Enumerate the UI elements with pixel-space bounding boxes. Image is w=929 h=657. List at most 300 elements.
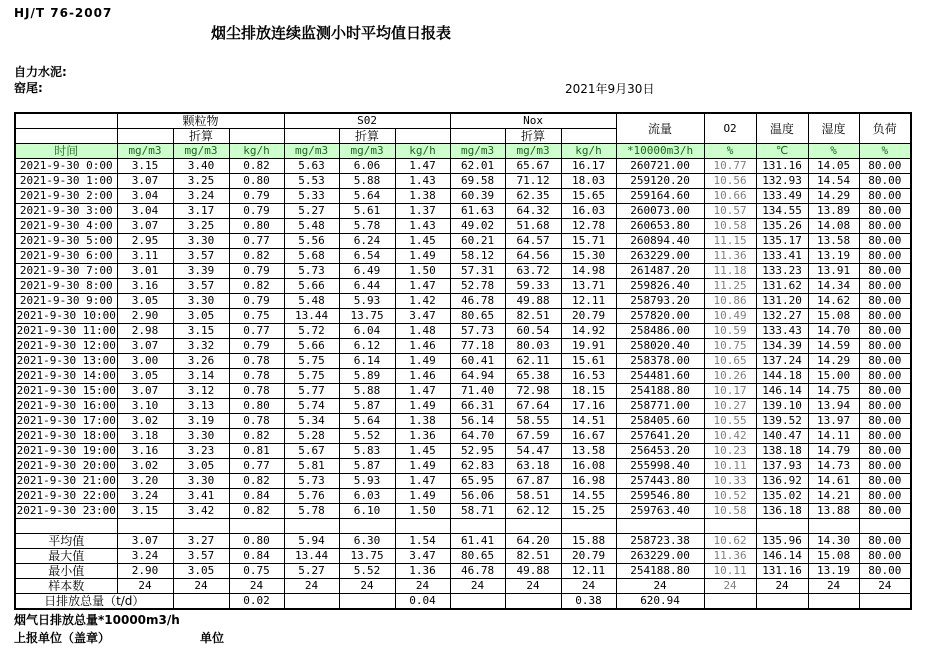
summary-value-cell: 20.79: [561, 549, 616, 564]
value-cell: 259763.40: [616, 504, 704, 519]
value-cell: 49.02: [450, 219, 505, 234]
value-cell: 3.04: [117, 204, 173, 219]
value-cell: 2.95: [117, 234, 173, 249]
summary-value-cell: 80.00: [859, 549, 911, 564]
summary-value-cell: 263229.00: [616, 549, 704, 564]
value-cell: 3.25: [173, 174, 229, 189]
unit-mg-nox: mg/m3: [450, 144, 505, 159]
blank-cell: [395, 129, 450, 144]
value-cell: 2.98: [117, 324, 173, 339]
value-cell: 15.65: [561, 189, 616, 204]
value-cell: 60.39: [450, 189, 505, 204]
value-cell: 5.93: [339, 294, 395, 309]
summary-value-cell: 24: [808, 579, 859, 594]
value-cell: 3.15: [117, 159, 173, 174]
value-cell: 64.56: [505, 249, 561, 264]
value-cell: 131.62: [756, 279, 808, 294]
value-cell: 1.50: [395, 504, 450, 519]
value-cell: 10.56: [704, 174, 756, 189]
summary-value-cell: 80.00: [859, 534, 911, 549]
value-cell: 16.98: [561, 474, 616, 489]
value-cell: 10.65: [704, 354, 756, 369]
value-cell: 5.68: [284, 249, 339, 264]
spacer-cell: [616, 519, 704, 534]
value-cell: 67.59: [505, 429, 561, 444]
value-cell: 3.04: [117, 189, 173, 204]
value-cell: 139.10: [756, 399, 808, 414]
value-cell: 3.18: [117, 429, 173, 444]
doc-code: HJ/T 76-2007: [14, 6, 113, 20]
value-cell: 11.25: [704, 279, 756, 294]
value-cell: 14.34: [808, 279, 859, 294]
value-cell: 3.32: [173, 339, 229, 354]
value-cell: 5.66: [284, 279, 339, 294]
spacer-cell: [284, 519, 339, 534]
summary-row: [15, 564, 911, 579]
blank-cell: [229, 129, 284, 144]
value-cell: 15.00: [808, 369, 859, 384]
time-cell: 2021-9-30 1:00: [15, 174, 117, 189]
summary-value-cell: 24: [859, 579, 911, 594]
value-cell: 65.67: [505, 159, 561, 174]
value-cell: 80.00: [859, 504, 911, 519]
value-cell: 80.00: [859, 399, 911, 414]
value-cell: 15.25: [561, 504, 616, 519]
value-cell: 14.29: [808, 354, 859, 369]
value-cell: 3.24: [117, 489, 173, 504]
value-cell: 1.47: [395, 279, 450, 294]
page-title: 烟尘排放连续监测小时平均值日报表: [210, 24, 451, 42]
time-cell: 2021-9-30 10:00: [16, 309, 116, 322]
summary-value-cell: 24: [117, 579, 173, 594]
value-cell: 14.98: [561, 264, 616, 279]
value-cell: 1.45: [395, 444, 450, 459]
value-cell: 140.47: [756, 429, 808, 444]
table-row: [15, 204, 911, 219]
value-cell: 14.55: [561, 489, 616, 504]
time-cell: 2021-9-30 5:00: [15, 234, 117, 249]
value-cell: 62.12: [505, 504, 561, 519]
value-cell: 3.30: [173, 474, 229, 489]
summary-value-cell: 3.27: [173, 534, 229, 549]
value-cell: 67.87: [505, 474, 561, 489]
value-cell: 3.05: [173, 309, 229, 324]
daily-total-cell: 0.02: [229, 594, 284, 610]
value-cell: 16.03: [561, 204, 616, 219]
summary-value-cell: 1.36: [395, 564, 450, 579]
value-cell: 14.70: [808, 324, 859, 339]
spacer-cell: [561, 519, 616, 534]
table-row: [15, 234, 911, 249]
value-cell: 52.78: [450, 279, 505, 294]
table-row: [15, 489, 911, 504]
summary-value-cell: 0.80: [229, 534, 284, 549]
summary-value-cell: 2.90: [117, 564, 173, 579]
value-cell: 1.49: [395, 459, 450, 474]
value-cell: 62.01: [450, 159, 505, 174]
value-cell: 0.80: [229, 174, 284, 189]
value-cell: 139.52: [756, 414, 808, 429]
value-cell: 3.07: [117, 219, 173, 234]
value-cell: 15.61: [561, 354, 616, 369]
value-cell: 258771.00: [616, 399, 704, 414]
daily-total-cell: [339, 594, 395, 610]
summary-value-cell: 24: [173, 579, 229, 594]
header-temperature: 温度: [756, 113, 808, 144]
value-cell: 63.18: [505, 459, 561, 474]
summary-value-cell: 15.88: [561, 534, 616, 549]
table-header: [15, 113, 911, 159]
daily-total-cell: [173, 594, 229, 610]
value-cell: 80.00: [859, 384, 911, 399]
value-cell: 52.95: [450, 444, 505, 459]
unit-mg-nox-converted: mg/m3: [505, 144, 561, 159]
value-cell: 58.51: [505, 489, 561, 504]
value-cell: 10.55: [704, 414, 756, 429]
daily-total-cell: [450, 594, 505, 610]
value-cell: 80.00: [859, 294, 911, 309]
table-row: [15, 474, 911, 489]
summary-value-cell: 3.57: [173, 549, 229, 564]
value-cell: 80.00: [859, 204, 911, 219]
value-cell: 6.49: [339, 264, 395, 279]
summary-value-cell: 258723.38: [616, 534, 704, 549]
spacer-cell: [704, 519, 756, 534]
summary-value-cell: 82.51: [505, 549, 561, 564]
header-flow: 流量: [616, 113, 704, 144]
value-cell: 62.83: [450, 459, 505, 474]
value-cell: 49.88: [505, 294, 561, 309]
table-row: [15, 249, 911, 264]
value-cell: 134.39: [756, 339, 808, 354]
footer-flue-gas-total: 烟气日排放总量*10000m3/h: [14, 613, 180, 627]
table-row: [15, 399, 911, 414]
summary-value-cell: 64.20: [505, 534, 561, 549]
value-cell: 62.11: [505, 354, 561, 369]
value-cell: 14.61: [808, 474, 859, 489]
value-cell: 3.05: [117, 294, 173, 309]
value-cell: 138.18: [756, 444, 808, 459]
value-cell: 1.42: [395, 294, 450, 309]
value-cell: 0.75: [229, 309, 284, 324]
value-cell: 1.49: [395, 489, 450, 504]
value-cell: 57.73: [450, 324, 505, 339]
value-cell: 3.11: [117, 249, 173, 264]
value-cell: 5.83: [339, 444, 395, 459]
value-cell: 16.53: [561, 369, 616, 384]
value-cell: 15.30: [561, 249, 616, 264]
spacer-cell: [808, 519, 859, 534]
spacer-cell: [450, 519, 505, 534]
value-cell: 10.23: [704, 444, 756, 459]
value-cell: 1.46: [395, 339, 450, 354]
value-cell: 0.81: [229, 444, 284, 459]
value-cell: 5.75: [284, 354, 339, 369]
value-cell: 6.14: [339, 354, 395, 369]
value-cell: 0.78: [229, 354, 284, 369]
blank-cell: [561, 129, 616, 144]
value-cell: 1.49: [395, 399, 450, 414]
value-cell: 3.12: [173, 384, 229, 399]
value-cell: 5.33: [284, 189, 339, 204]
value-cell: 258378.00: [616, 354, 704, 369]
value-cell: 80.00: [859, 279, 911, 294]
converted-label-nox: 折算: [505, 129, 561, 144]
footer-reporting-unit: 上报单位（盖章）: [14, 631, 111, 645]
daily-total-label: 日排放总量（t/d）: [15, 594, 173, 610]
value-cell: 5.66: [284, 339, 339, 354]
spacer-cell: [505, 519, 561, 534]
value-cell: 131.16: [756, 159, 808, 174]
value-cell: 10.77: [704, 159, 756, 174]
spacer-cell: [756, 519, 808, 534]
unit-flow: *10000m3/h: [616, 144, 704, 159]
value-cell: 20.79: [561, 309, 616, 324]
value-cell: 1.37: [395, 204, 450, 219]
blank-cell: [284, 129, 339, 144]
value-cell: 80.00: [859, 429, 911, 444]
value-cell: 5.75: [284, 369, 339, 384]
value-cell: 3.16: [117, 444, 173, 459]
value-cell: 5.77: [284, 384, 339, 399]
value-cell: 5.87: [339, 459, 395, 474]
value-cell: 62.35: [505, 189, 561, 204]
summary-value-cell: 3.24: [117, 549, 173, 564]
value-cell: 3.24: [173, 189, 229, 204]
value-cell: 144.18: [756, 369, 808, 384]
value-cell: 80.00: [859, 339, 911, 354]
value-cell: 82.51: [505, 309, 561, 324]
value-cell: 65.38: [505, 369, 561, 384]
value-cell: 80.00: [859, 264, 911, 279]
value-cell: 1.47: [395, 474, 450, 489]
value-cell: 54.47: [505, 444, 561, 459]
value-cell: 17.16: [561, 399, 616, 414]
value-cell: 0.82: [229, 474, 284, 489]
value-cell: 57.31: [450, 264, 505, 279]
value-cell: 66.31: [450, 399, 505, 414]
value-cell: 132.93: [756, 174, 808, 189]
unit-kgh-so2: kg/h: [395, 144, 450, 159]
value-cell: 14.54: [808, 174, 859, 189]
value-cell: 260894.40: [616, 234, 704, 249]
summary-value-cell: 15.08: [808, 549, 859, 564]
value-cell: 259546.80: [616, 489, 704, 504]
unit-celsius: ℃: [756, 144, 808, 159]
summary-value-cell: 24: [561, 579, 616, 594]
value-cell: 14.92: [561, 324, 616, 339]
table-row: [15, 414, 911, 429]
value-cell: 258793.20: [616, 294, 704, 309]
value-cell: 0.82: [229, 504, 284, 519]
value-cell: 5.28: [284, 429, 339, 444]
value-cell: 18.15: [561, 384, 616, 399]
unit-load-percent: %: [859, 144, 911, 159]
value-cell: 3.00: [117, 354, 173, 369]
daily-total-row: [15, 594, 911, 610]
header-o2: O2: [704, 113, 756, 144]
value-cell: 3.07: [117, 339, 173, 354]
value-cell: 3.14: [173, 369, 229, 384]
table-row: [15, 459, 911, 474]
value-cell: 134.55: [756, 204, 808, 219]
table-row: [15, 294, 911, 309]
summary-value-cell: 12.11: [561, 564, 616, 579]
value-cell: 0.82: [229, 249, 284, 264]
unit-o2-percent: %: [704, 144, 756, 159]
value-cell: 5.87: [339, 399, 395, 414]
value-cell: 51.68: [505, 219, 561, 234]
value-cell: 3.41: [173, 489, 229, 504]
value-cell: 58.55: [505, 414, 561, 429]
value-cell: 5.88: [339, 174, 395, 189]
value-cell: 13.19: [808, 249, 859, 264]
value-cell: 13.44: [284, 309, 339, 324]
value-cell: 133.41: [756, 249, 808, 264]
table-row: [15, 369, 911, 384]
value-cell: 64.94: [450, 369, 505, 384]
value-cell: 0.78: [229, 369, 284, 384]
value-cell: 5.48: [284, 294, 339, 309]
header-row-units: [15, 144, 911, 159]
value-cell: 3.13: [173, 399, 229, 414]
value-cell: 2.90: [117, 309, 173, 324]
value-cell: 3.30: [173, 429, 229, 444]
summary-value-cell: 24: [756, 579, 808, 594]
value-cell: 257641.20: [616, 429, 704, 444]
value-cell: 1.45: [395, 234, 450, 249]
summary-value-cell: 13.44: [284, 549, 339, 564]
value-cell: 13.94: [808, 399, 859, 414]
value-cell: 0.84: [229, 489, 284, 504]
value-cell: 1.49: [395, 354, 450, 369]
summary-value-cell: 24: [616, 579, 704, 594]
value-cell: 135.26: [756, 219, 808, 234]
value-cell: 60.21: [450, 234, 505, 249]
table-row: [15, 219, 911, 234]
summary-value-cell: 46.78: [450, 564, 505, 579]
value-cell: 0.77: [229, 459, 284, 474]
value-cell: 255998.40: [616, 459, 704, 474]
summary-value-cell: 80.00: [859, 564, 911, 579]
value-cell: 5.61: [339, 204, 395, 219]
summary-label: 平均值: [15, 534, 117, 549]
unit-mg-particulate-converted: mg/m3: [173, 144, 229, 159]
value-cell: 80.00: [859, 444, 911, 459]
converted-label-particulate: 折算: [173, 129, 229, 144]
value-cell: 18.03: [561, 174, 616, 189]
value-cell: 5.27: [284, 204, 339, 219]
value-cell: 3.07: [117, 384, 173, 399]
value-cell: 14.29: [808, 189, 859, 204]
value-cell: 56.06: [450, 489, 505, 504]
converted-label-so2: 折算: [339, 129, 395, 144]
table-row: [15, 309, 911, 324]
value-cell: 14.73: [808, 459, 859, 474]
spacer-cell: [117, 519, 173, 534]
value-cell: 259826.40: [616, 279, 704, 294]
time-cell: 2021-9-30 19:00: [16, 444, 116, 457]
value-cell: 3.42: [173, 504, 229, 519]
value-cell: 80.00: [859, 459, 911, 474]
value-cell: 257820.00: [616, 309, 704, 324]
value-cell: 6.54: [339, 249, 395, 264]
value-cell: 71.12: [505, 174, 561, 189]
value-cell: 14.05: [808, 159, 859, 174]
value-cell: 69.58: [450, 174, 505, 189]
value-cell: 3.02: [117, 414, 173, 429]
value-cell: 64.57: [505, 234, 561, 249]
table-row: [15, 279, 911, 294]
value-cell: 80.00: [859, 309, 911, 324]
table-row: [15, 174, 911, 189]
value-cell: 13.97: [808, 414, 859, 429]
value-cell: 3.25: [173, 219, 229, 234]
value-cell: 0.80: [229, 219, 284, 234]
spacer-cell: [229, 519, 284, 534]
summary-value-cell: 1.54: [395, 534, 450, 549]
value-cell: 13.88: [808, 504, 859, 519]
value-cell: 63.72: [505, 264, 561, 279]
value-cell: 14.51: [561, 414, 616, 429]
value-cell: 12.11: [561, 294, 616, 309]
value-cell: 135.02: [756, 489, 808, 504]
summary-label: 最大值: [15, 549, 117, 564]
value-cell: 3.15: [117, 504, 173, 519]
value-cell: 13.75: [339, 309, 395, 324]
value-cell: 6.10: [339, 504, 395, 519]
value-cell: 254188.80: [616, 384, 704, 399]
value-cell: 59.33: [505, 279, 561, 294]
value-cell: 6.06: [339, 159, 395, 174]
table-row: [15, 444, 911, 459]
time-cell: 2021-9-30 20:00: [16, 459, 116, 472]
time-cell: 2021-9-30 21:00: [16, 474, 116, 487]
value-cell: 1.50: [395, 264, 450, 279]
value-cell: 0.77: [229, 324, 284, 339]
value-cell: 263229.00: [616, 249, 704, 264]
value-cell: 5.53: [284, 174, 339, 189]
value-cell: 1.43: [395, 219, 450, 234]
value-cell: 3.47: [395, 309, 450, 324]
value-cell: 3.30: [173, 234, 229, 249]
value-cell: 14.75: [808, 384, 859, 399]
value-cell: 131.20: [756, 294, 808, 309]
summary-row: [15, 534, 911, 549]
value-cell: 10.75: [704, 339, 756, 354]
value-cell: 11.15: [704, 234, 756, 249]
blank-cell: [15, 129, 117, 144]
value-cell: 5.81: [284, 459, 339, 474]
value-cell: 14.08: [808, 219, 859, 234]
summary-value-cell: 24: [339, 579, 395, 594]
summary-value-cell: 24: [395, 579, 450, 594]
value-cell: 258486.00: [616, 324, 704, 339]
value-cell: 1.36: [395, 429, 450, 444]
table-row: [15, 429, 911, 444]
value-cell: 0.82: [229, 279, 284, 294]
summary-value-cell: 5.52: [339, 564, 395, 579]
time-cell: 2021-9-30 22:00: [16, 489, 116, 502]
value-cell: 5.48: [284, 219, 339, 234]
daily-total-cell: [808, 594, 859, 610]
value-cell: 14.79: [808, 444, 859, 459]
value-cell: 61.63: [450, 204, 505, 219]
group-nox: Nox: [450, 113, 616, 129]
group-particulate: 颗粒物: [117, 113, 284, 129]
spacer-cell: [395, 519, 450, 534]
value-cell: 6.44: [339, 279, 395, 294]
